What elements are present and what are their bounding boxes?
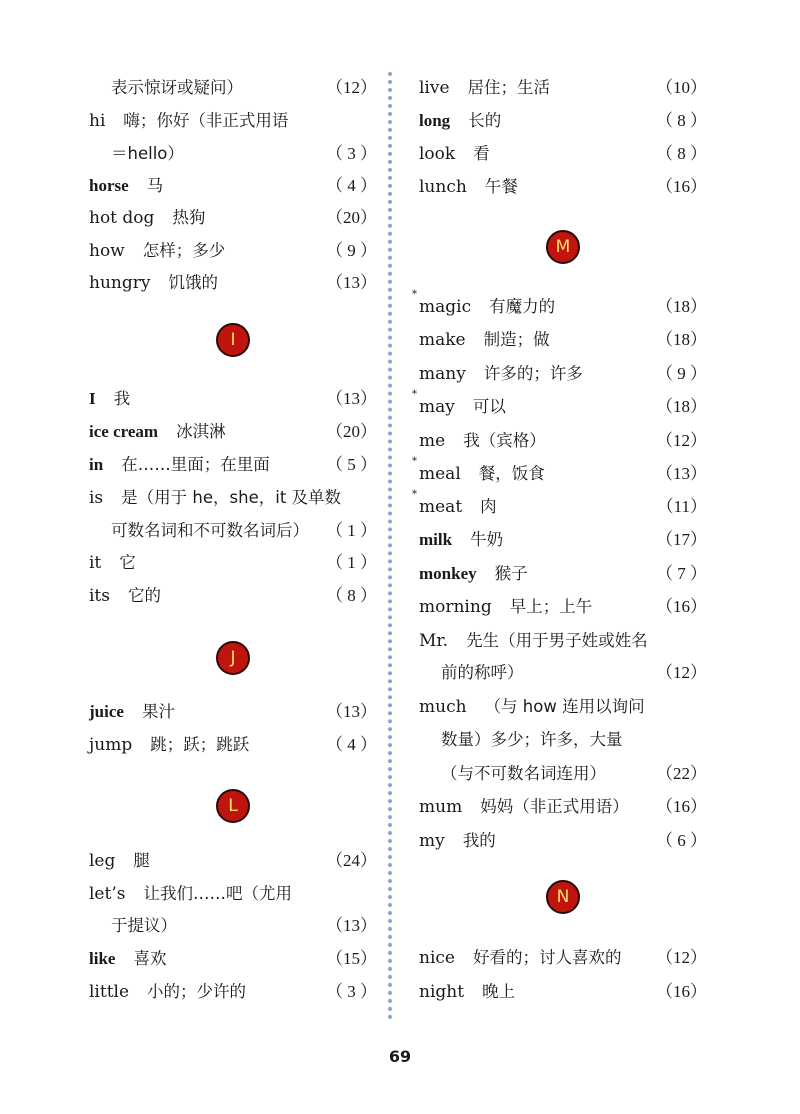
definition-text: ＝hello） [111,144,184,163]
headword: like [89,949,116,968]
entry-line [89,206,377,230]
headword: leg [89,851,116,871]
letter-badge: I [216,323,250,357]
entry-line [89,947,377,971]
entry-line [89,109,377,133]
headword: let’s [89,884,126,904]
unit-reference: （ 4 ） [326,176,377,195]
headword: live [419,78,450,98]
headword: hungry [89,273,151,293]
unit-reference: （ 1 ） [326,553,377,572]
entry-line [89,733,377,757]
entry-line [412,456,707,486]
headword: how [89,241,125,261]
headword: little [89,982,130,1002]
headword: horse [89,176,129,195]
entry-line [412,489,707,519]
entry-line [419,562,707,586]
entry-line [89,387,377,411]
letter-badge: J [216,641,250,675]
unit-reference: （ 8 ） [656,111,707,130]
headword: milk [419,530,453,549]
headword: long [419,111,451,130]
definition-text: 小的；少许的 [147,982,247,1001]
unit-reference: （ 4 ） [326,735,377,754]
unit-reference: （12） [656,663,707,682]
page-number: 69 [388,1047,412,1066]
unit-reference: （13） [656,464,707,483]
headword: meal [419,464,461,484]
unit-reference: （ 7 ） [656,564,707,583]
headword: may [419,397,455,417]
definition-text: 它的 [128,586,161,605]
headword: monkey [419,564,477,583]
headword: hot dog [89,208,155,228]
entry-line [412,289,707,319]
headword: it [89,553,102,573]
definition-text: 居住；生活 [467,78,551,97]
unit-reference: （13） [326,916,377,935]
unit-reference: （ 8 ） [656,144,707,163]
entry-line [89,914,377,938]
entry-line [419,946,707,970]
definition-text: 饥饿的 [168,273,218,292]
definition-text: 果汁 [141,702,175,721]
unit-reference: （ 9 ） [656,364,707,383]
unit-reference: （15） [326,949,377,968]
unit-reference: （20） [326,208,377,227]
entry-line [419,629,707,653]
entry-line [419,595,707,619]
definition-text: 让我们……吧（尤用 [143,884,292,903]
unit-reference: （18） [656,297,707,316]
headword: my [419,831,445,851]
entry-line [419,762,707,786]
headword: juice [89,702,124,721]
column-divider [388,72,392,1020]
entry-line [89,420,377,444]
definition-text: 在……里面；在里面 [121,455,270,474]
definition-text: 餐，饭食 [478,464,545,483]
definition-text: 喜欢 [133,949,167,968]
definition-text: 我 [113,389,131,408]
headword: jump [89,735,133,755]
headword: ice cream [89,422,159,441]
headword: many [419,364,466,384]
unit-reference: （ 5 ） [326,455,377,474]
headword: make [419,330,466,350]
entry-line [419,695,707,719]
headword: meat [419,497,463,517]
entry-line [412,389,707,419]
entry-line [89,453,377,477]
definition-text: 看 [473,144,490,163]
entry-line [419,795,707,819]
definition-text: 我的 [462,831,496,850]
asterisk-mark: * [412,289,417,300]
headword: mum [419,797,463,817]
entry-line [89,700,377,724]
unit-reference: （16） [656,177,707,196]
headword: nice [419,948,455,968]
entry-line [419,175,707,199]
unit-reference: （13） [326,702,377,721]
unit-reference: （20） [326,422,377,441]
unit-reference: （ 8 ） [326,586,377,605]
unit-reference: （18） [656,330,707,349]
headword: magic [419,297,472,317]
letter-badge: L [216,789,250,823]
letter-badge: M [546,230,580,264]
entry-line [89,271,377,295]
entry-line [419,362,707,386]
unit-reference: （12） [326,78,377,97]
headword: night [419,982,465,1002]
headword: me [419,431,446,451]
definition-text: 冰淇淋 [176,422,226,441]
entry-line [419,829,707,853]
definition-text: 晚上 [482,982,516,1001]
entry-line [89,142,377,166]
unit-reference: （ 3 ） [326,982,377,1001]
unit-reference: （12） [656,431,707,450]
headword: I [89,389,96,408]
asterisk-mark: * [412,489,417,500]
unit-reference: （17） [656,530,707,549]
entry-line [419,328,707,352]
unit-reference: （24） [326,851,377,870]
unit-reference: （ 9 ） [326,241,377,260]
entry-line [89,551,377,575]
definition-text: （与不可数名词连用） [441,764,606,783]
asterisk-mark: * [412,456,417,467]
entry-line [419,142,707,166]
definition-text: （与 how 连用以询问 [484,697,645,716]
definition-text: 嗨；你好（非正式用语 [123,111,289,130]
definition-text: 于提议） [111,916,177,935]
definition-text: 长的 [468,111,502,130]
letter-heading [89,641,377,675]
definition-text: 许多的；许多 [483,364,583,383]
definition-text: 它 [119,553,136,572]
entry-line [89,584,377,608]
unit-reference: （11） [656,497,707,516]
headword: its [89,586,110,606]
letter-heading [419,880,707,914]
entry-line [419,980,707,1004]
asterisk-mark: * [412,389,417,400]
unit-reference: （13） [326,389,377,408]
unit-reference: （13） [326,273,377,292]
definition-text: 好看的；讨人喜欢的 [472,948,622,967]
letter-heading [419,230,707,264]
headword: hi [89,111,106,131]
unit-reference: （12） [656,948,707,967]
definition-text: 可数名词和不可数名词后） [111,521,309,540]
definition-text: 跳；跃；跳跃 [150,735,250,754]
definition-text: 早上；上午 [509,597,593,616]
headword: look [419,144,456,164]
headword: lunch [419,177,467,197]
unit-reference: （10） [656,78,707,97]
definition-text: 前的称呼） [441,663,524,682]
unit-reference: （22） [656,764,707,783]
definition-text: 有魔力的 [489,297,556,316]
definition-text: 牛奶 [470,530,504,549]
unit-reference: （18） [656,397,707,416]
entry-line [89,239,377,263]
entry-line [89,76,377,100]
entry-line [419,109,707,133]
unit-reference: （ 6 ） [656,831,707,850]
headword: is [89,488,104,508]
definition-text: 表示惊讶或疑问） [111,78,243,97]
entry-line [419,76,707,100]
definition-text: 怎样；多少 [142,241,226,260]
definition-text: 是（用于 he，she，it 及单数 [121,488,342,507]
definition-text: 肉 [480,497,497,516]
entry-line [89,882,377,906]
letter-heading [89,323,377,357]
definition-text: 我（宾格） [463,431,546,450]
definition-text: 妈妈（非正式用语） [480,797,629,816]
headword: in [89,455,104,474]
entry-line [419,429,707,453]
entry-line [89,486,377,510]
entry-line [89,519,377,543]
definition-text: 腿 [133,851,150,870]
definition-text: 制造；做 [483,330,550,349]
entry-line [89,174,377,198]
headword: much [419,697,467,717]
definition-text: 午餐 [484,177,518,196]
entry-line [89,849,377,873]
letter-badge: N [546,880,580,914]
unit-reference: （16） [656,597,707,616]
headword: morning [419,597,492,617]
headword: Mr. [419,631,449,651]
definition-text: 猴子 [494,564,528,583]
definition-text: 先生（用于男子姓或姓名 [466,631,648,650]
definition-text: 马 [146,176,164,195]
entry-line [419,661,707,685]
entry-line [419,528,707,552]
unit-reference: （16） [656,797,707,816]
definition-text: 数量）多少；许多，大量 [441,730,623,749]
entry-line [89,980,377,1004]
unit-reference: （ 1 ） [326,521,377,540]
unit-reference: （ 3 ） [326,144,377,163]
definition-text: 可以 [472,397,506,416]
entry-line [419,728,707,752]
definition-text: 热狗 [172,208,206,227]
letter-heading [89,789,377,823]
unit-reference: （16） [656,982,707,1001]
